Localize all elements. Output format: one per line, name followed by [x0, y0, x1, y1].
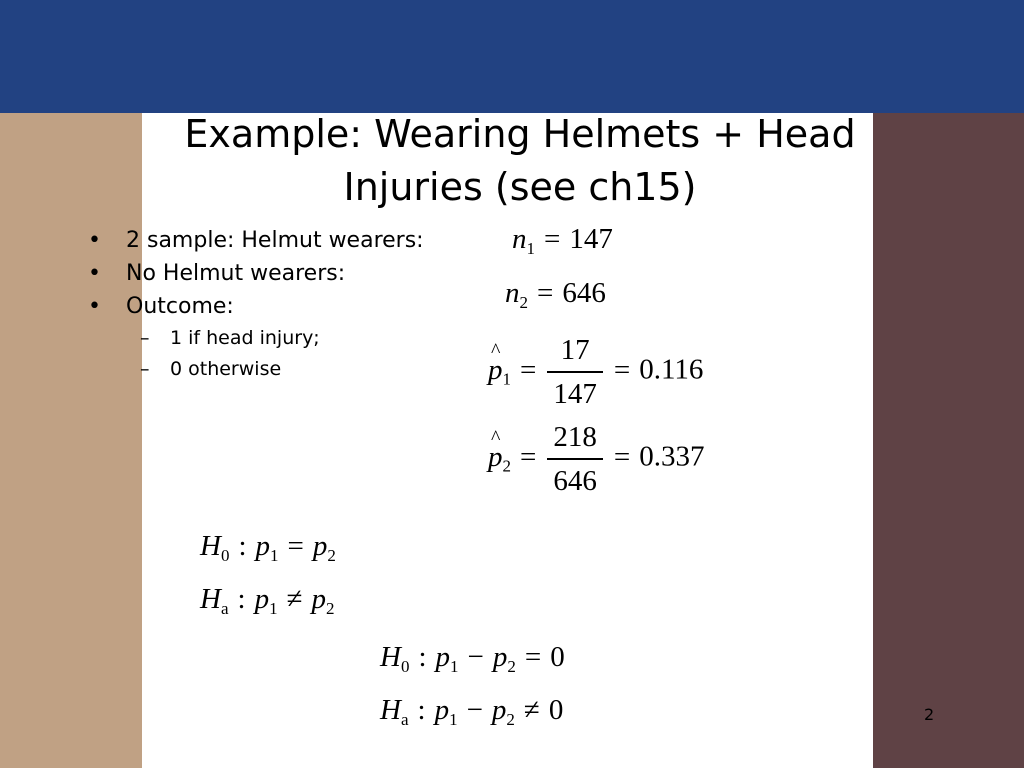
formula-haa-p2: p — [311, 583, 326, 615]
formula-p1-hat-numerator: 17 — [560, 334, 590, 366]
formula-haa-p1sub: 1 — [269, 599, 278, 618]
formula-p2-hat-eq: = — [520, 440, 537, 473]
formula-n1-eq: = — [544, 223, 561, 255]
formula-n2-sub: 2 — [519, 293, 528, 312]
formula-haa-op: ≠ — [286, 583, 303, 615]
bullet-item-no-helmet: • No Helmut wearers: — [88, 257, 424, 290]
formula-p2-hat-denominator: 646 — [547, 458, 603, 498]
formula-haa-hsub: a — [220, 599, 229, 618]
formula-n2-value: 646 — [562, 277, 606, 309]
formula-p1-hat — [488, 333, 703, 411]
formula-alt-hypothesis-b — [380, 694, 563, 727]
formula-haa-h: H — [200, 583, 221, 615]
formula-alt-hypothesis-a — [200, 583, 334, 616]
formula-h0b-p1sub: 1 — [450, 657, 459, 676]
bullet-item-outcome: • Outcome: — [88, 290, 424, 323]
formula-h0a-p2: p — [312, 530, 328, 562]
slide-title-line-1: Example: Wearing Helmets + Head — [184, 112, 856, 156]
top-banner — [0, 0, 1024, 113]
formula-p2-hat-result: 0.337 — [639, 440, 705, 473]
formula-haa-p1: p — [254, 583, 270, 615]
formula-h0a-p2sub: 2 — [327, 546, 336, 565]
formula-h0b-minus: − — [467, 641, 484, 673]
formula-null-hypothesis-a — [200, 530, 336, 563]
formula-p1-hat-fraction — [547, 333, 603, 411]
formula-p1-hat-eq2: = — [613, 353, 631, 386]
formula-p2-hat-var: p ^ — [488, 441, 503, 474]
formula-h0a-colon: : — [238, 530, 247, 562]
formula-hab-hsub: a — [400, 710, 409, 729]
formula-h0b-h: H — [380, 641, 401, 673]
bullet-list — [88, 224, 424, 385]
formula-hab-p1sub: 1 — [449, 710, 458, 729]
formula-n1 — [512, 223, 613, 256]
sub-bullet-otherwise: – 0 otherwise — [88, 354, 424, 385]
formula-p2-hat-numerator: 218 — [553, 421, 597, 453]
formula-h0b-hsub: 0 — [400, 657, 410, 676]
formula-p2-hat-fraction — [547, 420, 603, 498]
formula-haa-p2sub: 2 — [325, 599, 335, 618]
formula-n1-sub: 1 — [526, 239, 535, 258]
formula-p2-hat-sub: 2 — [502, 456, 511, 476]
formula-n2-eq: = — [537, 277, 554, 309]
formula-p2-hat-eq2: = — [613, 440, 631, 473]
bullet-item-sample: • 2 sample: Helmut wearers: — [88, 224, 424, 257]
formula-hab-op: ≠ — [523, 694, 540, 726]
formula-h0b-p2: p — [492, 641, 508, 673]
formula-h0b-colon: : — [418, 641, 427, 673]
formula-hab-rhs: 0 — [548, 694, 564, 726]
formula-hab-minus: − — [466, 694, 483, 726]
formula-hab-p1: p — [434, 694, 450, 726]
formula-n1-var: n — [512, 223, 527, 255]
formula-haa-colon: : — [237, 583, 246, 615]
formula-p1-hat-eq: = — [520, 353, 537, 386]
sub-bullet-head-injury: – 1 if head injury; — [88, 323, 424, 354]
formula-h0a-op: = — [287, 530, 304, 562]
formula-h0a-p1sub: 1 — [270, 546, 279, 565]
formula-p2-hat — [488, 420, 704, 498]
slide-title — [120, 108, 920, 214]
formula-h0a-hsub: 0 — [220, 546, 230, 565]
formula-h0b-rhs: 0 — [550, 641, 565, 673]
formula-h0a-h: H — [200, 530, 221, 562]
formula-p1-hat-sub: 1 — [502, 369, 511, 389]
formula-p1-hat-var: p ^ — [488, 354, 503, 387]
formula-p1-hat-denominator: 147 — [547, 371, 603, 411]
formula-h0b-op: = — [524, 641, 542, 673]
slide-title-line-2: Injuries (see ch15) — [343, 165, 697, 209]
formula-n2 — [505, 277, 606, 310]
formula-n2-var: n — [505, 277, 520, 309]
formula-hab-colon: : — [417, 694, 426, 726]
formula-h0b-p2sub: 2 — [507, 657, 516, 676]
page-number: 2 — [924, 705, 935, 724]
formula-h0b-p1: p — [435, 641, 451, 673]
formula-p1-hat-result: 0.116 — [639, 353, 704, 386]
formula-hab-p2: p — [491, 694, 507, 726]
formula-hab-p2sub: 2 — [506, 710, 515, 729]
formula-h0a-p1: p — [255, 530, 271, 562]
formula-null-hypothesis-b — [380, 641, 565, 674]
formula-hab-h: H — [380, 694, 401, 726]
formula-n1-value: 147 — [569, 223, 613, 255]
